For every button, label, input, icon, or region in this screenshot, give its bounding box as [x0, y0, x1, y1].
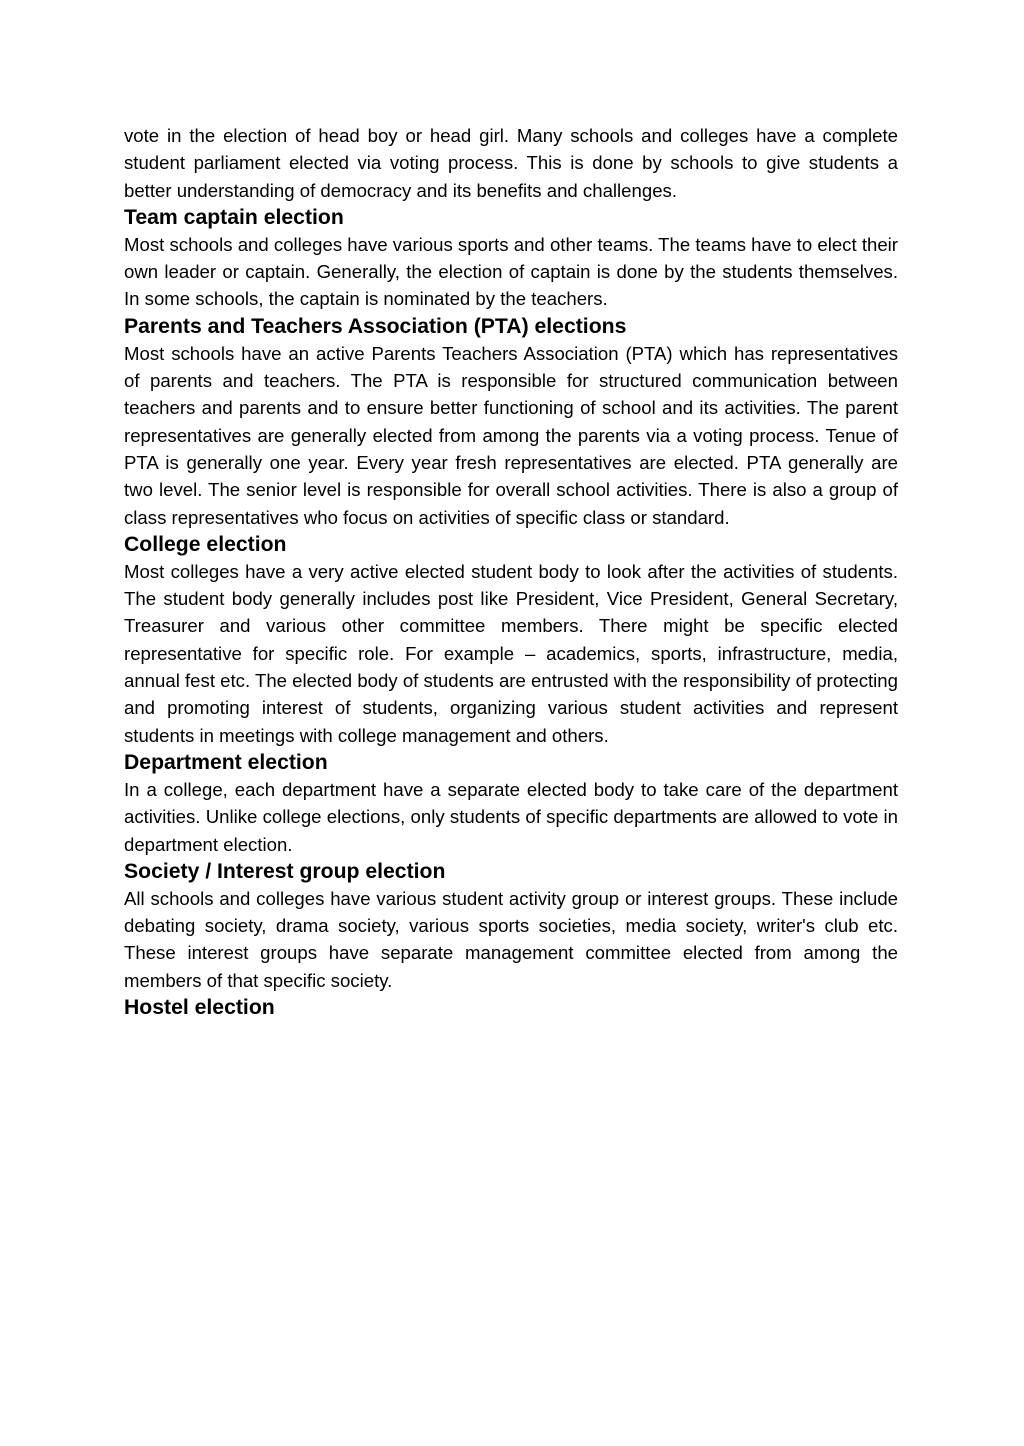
section-heading-department: Department election [124, 750, 328, 774]
section-heading-society: Society / Interest group election [124, 859, 446, 883]
section-body-department: In a college, each department have a separate elected body to take care of the department activities. Unlike college elections, only students of specific departments are allowed to vote in department election. [124, 778, 898, 855]
section-body-team-captain: Most schools and colleges have various sports and other teams. The teams have to elect their own leader or captain. Generally, the election of captain is done by the students themselves. In some schools, the captain is nominated by the teachers. [124, 233, 898, 310]
section-heading-hostel: Hostel election [124, 996, 275, 1020]
section-body-society: All schools and colleges have various student activity group or interest groups. These include debating society, drama society, various sports societies, media society, writer's club etc. These interest groups have separate management committee elected from among the members of that specific society. [124, 887, 898, 991]
section-heading-college: College election [124, 532, 287, 556]
intro-paragraph: vote in the election of head boy or head girl. Many schools and colleges have a complete student parliament elected via voting process. This is done by schools to give students a better understanding of democracy and its benefits and challenges. [124, 125, 898, 201]
section-body-college: Most colleges have a very active elected student body to look after the activities of students. The student body generally includes post like President, Vice President, General Secretary, Treasurer and various other committee members. There might be specific elected representative for specific role. For example – academics, sports, infrastructure, media, annual fest etc. The elected body of students are entrusted with the responsibility of protecting and promoting interest of students, organizing various student activities and represent students in meetings with college management and others. [124, 560, 898, 746]
section-heading-team-captain: Team captain election [124, 205, 344, 229]
section-heading-pta: Parents and Teachers Association (PTA) elections [124, 314, 627, 338]
document-page [124, 122, 898, 1021]
section-body-pta: Most schools have an active Parents Teachers Association (PTA) which has representatives of parents and teachers. The PTA is responsible for structured communication between teachers and parents and to ensure better functioning of school and its activities. The parent representatives are generally elected from among the parents via a voting process. Tenue of PTA is generally one year. Every year fresh representatives are elected. PTA generally are two level. The senior level is responsible for overall school activities. There is also a group of class representatives who focus on activities of specific class or standard. [124, 342, 898, 528]
